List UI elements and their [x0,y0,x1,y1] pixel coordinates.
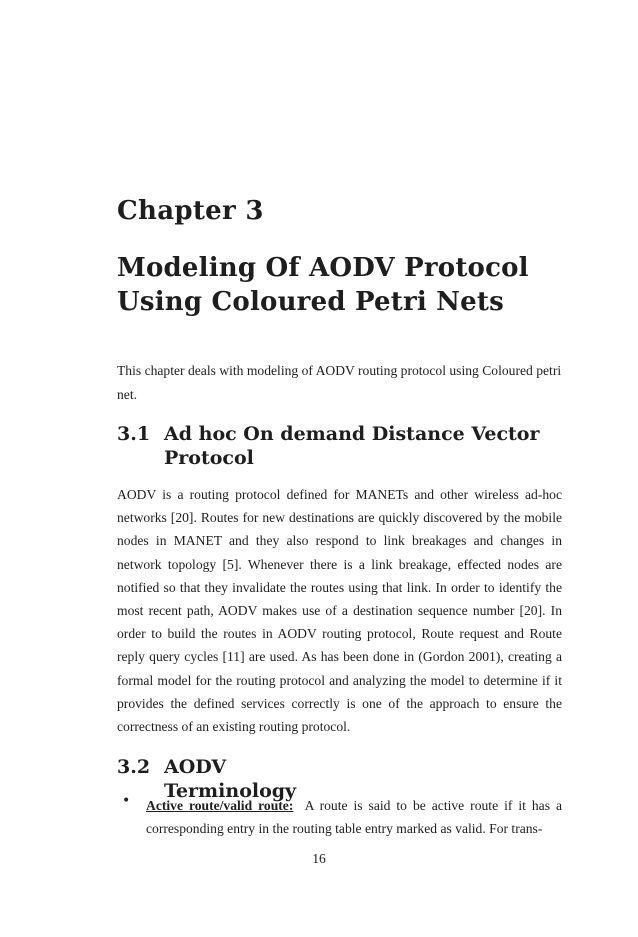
chapter-title-line-2: Using Coloured Petri Nets [117,287,504,317]
bullet-icon: • [122,793,131,809]
list-item-text: A route is said to be active route if it has a corresponding entry in the routing table entry marked as valid. For trans- [146,798,562,837]
section-title: Ad hoc On demand Distance Vector Protocol [164,423,540,469]
list-item-term: Active route/valid route: [146,798,294,813]
section-3-1-paragraph: AODV is a routing protocol defined for MANETs and other wireless ad-hoc networks [20]. Routes for new destinations are quickly discovered by the mobile nodes in MANET and they also respond to link breakages and changes in network topology [5]. Whenever there is a link breakage, effected nodes are notified so that they invalidate the routes using that link. In order to identify the most recent path, AODV makes use of a destination sequence number [20]. In order to build the routes in AODV routing protocol, Route request and Route reply query cycles [11] are used. As has been done in (Gordon 2001), creating a formal model for the routing protocol and analyzing the model to determine if it provides the defined services correctly is one of the approach to ensure the correctness of an existing routing protocol. [117,487,562,735]
section-number: 3.1 [117,423,151,445]
page-number: 16 [312,851,326,866]
list-item [146,794,562,840]
section-title: AODV Terminology [164,756,297,802]
chapter-label: Chapter 3 [117,196,264,226]
chapter-title-line-1: Modeling Of AODV Protocol [117,253,529,283]
section-number: 3.2 [117,756,151,778]
chapter-intro: This chapter deals with modeling of AODV routing protocol using Coloured petri net. [117,363,562,402]
chapter-title [117,251,577,319]
